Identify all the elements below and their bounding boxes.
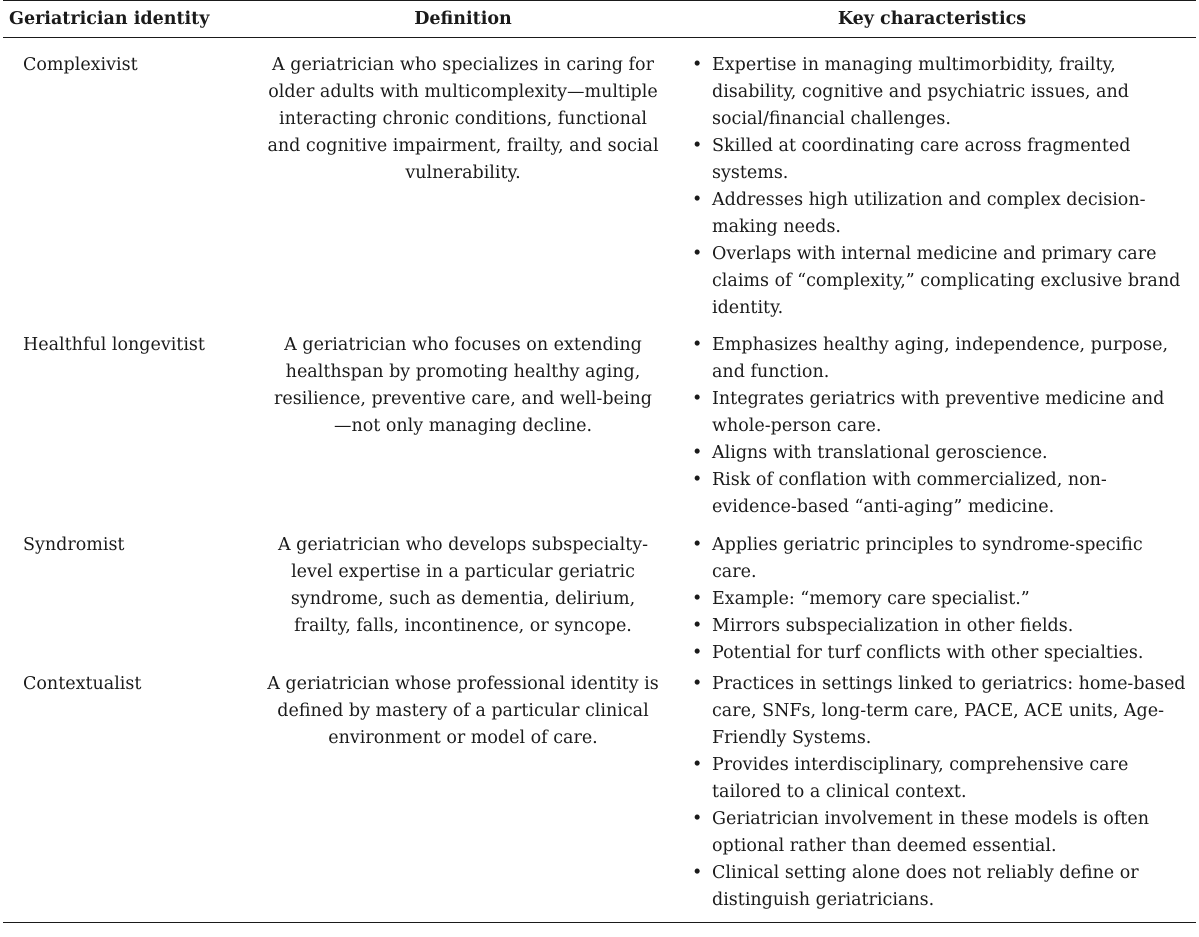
- list-item: [690, 241, 1190, 322]
- list-item: [690, 467, 1190, 521]
- list-item-text: Overlaps with internal medicine and primary care claims of “complexity,” complicating exclusive brand identity.: [712, 244, 1181, 318]
- definition-cell: A geriatrician who focuses on extending healthspan by promoting healthy aging, resilience, preventive care, and well-being—not only managing decline.: [274, 335, 652, 436]
- list-item: [690, 532, 1190, 586]
- header-characteristics: Key characteristics: [668, 1, 1196, 38]
- bullet-icon: •: [692, 389, 703, 409]
- list-item: [690, 640, 1190, 667]
- geriatrician-identity-table: [3, 0, 1196, 923]
- list-item-text: Example: “memory care specialist.”: [712, 589, 1030, 609]
- header-definition: Definition: [258, 1, 668, 38]
- list-item: [690, 671, 1190, 752]
- list-item: [690, 586, 1190, 613]
- table-row: [3, 328, 1196, 528]
- bullet-icon: •: [692, 809, 703, 829]
- bullet-icon: •: [692, 55, 703, 75]
- list-item: [690, 332, 1190, 386]
- list-item-text: Aligns with translational geroscience.: [712, 443, 1048, 463]
- table-row: [3, 38, 1196, 329]
- definition-cell: A geriatrician whose professional identity is defined by mastery of a particular clinical environment or model of care.: [267, 674, 659, 748]
- list-item-text: Risk of conflation with commercialized, non-evidence-based “anti-aging” medicine.: [712, 470, 1107, 517]
- bullet-icon: •: [692, 755, 703, 775]
- table-row: [3, 667, 1196, 923]
- characteristics-list: [690, 532, 1190, 667]
- list-item-text: Addresses high utilization and complex decision-making needs.: [712, 190, 1146, 237]
- characteristics-cell: [668, 667, 1196, 923]
- list-item: [690, 752, 1190, 806]
- header-row: [3, 1, 1196, 38]
- identity-cell: Syndromist: [23, 535, 125, 555]
- bullet-icon: •: [692, 589, 703, 609]
- identity-cell: Healthful longevitist: [23, 335, 205, 355]
- list-item-text: Potential for turf conflicts with other specialties.: [712, 643, 1144, 663]
- table-header: [3, 1, 1196, 38]
- characteristics-list: [690, 332, 1190, 521]
- list-item-text: Applies geriatric principles to syndrome-specific care.: [712, 535, 1143, 582]
- bullet-icon: •: [692, 244, 703, 264]
- bullet-icon: •: [692, 190, 703, 210]
- list-item-text: Provides interdisciplinary, comprehensive care tailored to a clinical context.: [712, 755, 1129, 802]
- characteristics-list: [690, 671, 1190, 914]
- list-item-text: Skilled at coordinating care across fragmented systems.: [712, 136, 1131, 183]
- characteristics-cell: [668, 38, 1196, 329]
- list-item-text: Mirrors subspecialization in other fields.: [712, 616, 1074, 636]
- bullet-icon: •: [692, 136, 703, 156]
- list-item-text: Integrates geriatrics with preventive medicine and whole-person care.: [712, 389, 1165, 436]
- identity-cell: Contextualist: [23, 674, 142, 694]
- list-item-text: Expertise in managing multimorbidity, frailty, disability, cognitive and psychiatric issues, and social/financial challenges.: [712, 55, 1129, 129]
- identity-cell: Complexivist: [23, 55, 138, 75]
- bullet-icon: •: [692, 335, 703, 355]
- table-body: [3, 38, 1196, 923]
- definition-cell: A geriatrician who develops subspecialty-level expertise in a particular geriatric syndrome, such as dementia, delirium, frailty, falls, incontinence, or syncope.: [277, 535, 649, 636]
- bullet-icon: •: [692, 443, 703, 463]
- list-item-text: Geriatrician involvement in these models is often optional rather than deemed essential.: [712, 809, 1149, 856]
- list-item: [690, 187, 1190, 241]
- bullet-icon: •: [692, 535, 703, 555]
- bullet-icon: •: [692, 863, 703, 883]
- bullet-icon: •: [692, 643, 703, 663]
- definition-cell: A geriatrician who specializes in caring for older adults with multicomplexity—multiple interacting chronic conditions, functional and cognitive impairment, frailty, and social vulnerability.: [267, 55, 659, 183]
- list-item: [690, 613, 1190, 640]
- list-item-text: Clinical setting alone does not reliably define or distinguish geriatricians.: [712, 863, 1139, 910]
- list-item: [690, 52, 1190, 133]
- bullet-icon: •: [692, 470, 703, 490]
- list-item-text: Emphasizes healthy aging, independence, purpose, and function.: [712, 335, 1169, 382]
- bullet-icon: •: [692, 616, 703, 636]
- characteristics-cell: [668, 328, 1196, 528]
- list-item: [690, 806, 1190, 860]
- characteristics-list: [690, 52, 1190, 322]
- characteristics-cell: [668, 528, 1196, 667]
- list-item: [690, 860, 1190, 914]
- table-row: [3, 528, 1196, 667]
- list-item: [690, 386, 1190, 440]
- list-item: [690, 133, 1190, 187]
- header-identity: Geriatrician identity: [3, 1, 258, 38]
- bullet-icon: •: [692, 674, 703, 694]
- list-item-text: Practices in settings linked to geriatrics: home-based care, SNFs, long-term care, PACE, ACE units, Age-Friendly Systems.: [712, 674, 1186, 748]
- list-item: [690, 440, 1190, 467]
